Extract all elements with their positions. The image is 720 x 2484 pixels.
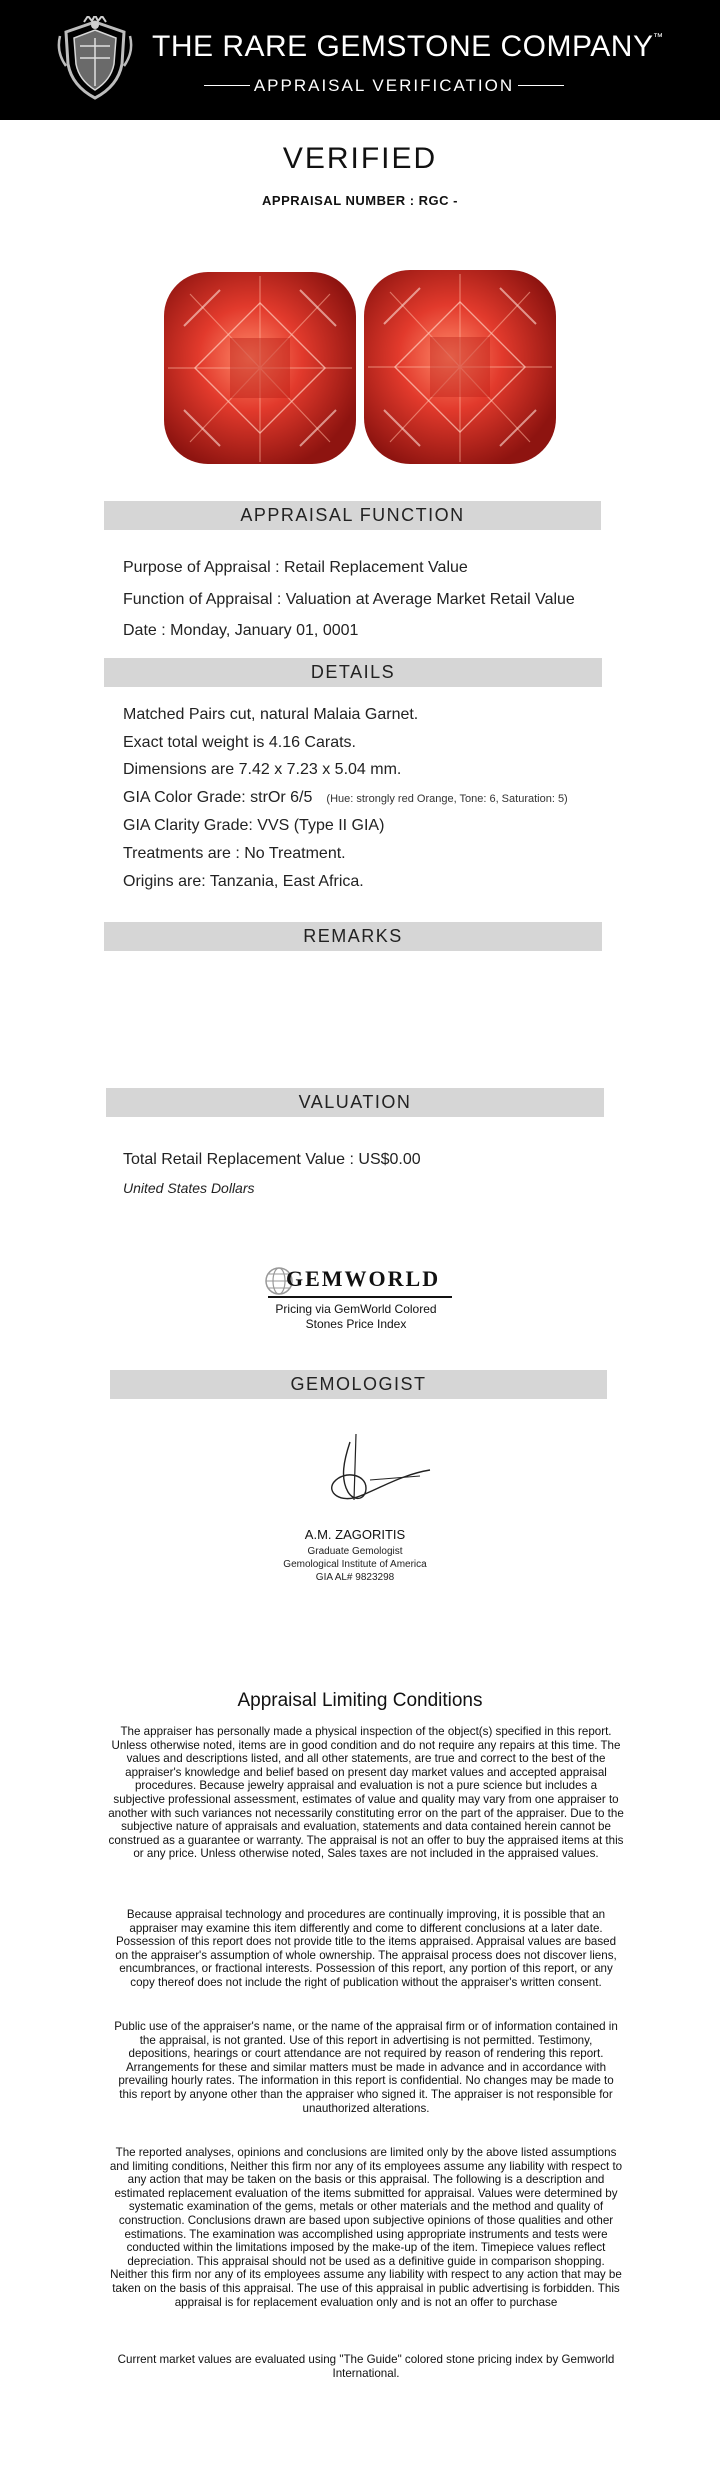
trademark-mark: ™: [653, 32, 663, 43]
header-banner: [0, 0, 720, 120]
subtitle-text: APPRAISAL VERIFICATION: [253, 76, 515, 95]
crest-logo-icon: [54, 16, 136, 102]
gemworld-caption-1: Pricing via GemWorld Colored: [275, 1302, 437, 1316]
color-grade-note: (Hue: strongly red Orange, Tone: 6, Saturation: 5): [326, 793, 568, 805]
appraisal-date: Date : Monday, January 01, 0001: [123, 622, 359, 639]
appraisal-number: APPRAISAL NUMBER : RGC -: [262, 193, 458, 208]
detail-clarity-grade: GIA Clarity Grade: VVS (Type II GIA): [123, 817, 385, 834]
gemologist-name: A.M. ZAGORITIS: [304, 1527, 406, 1542]
gemologist-signature-icon: [300, 1430, 440, 1510]
gemworld-wordmark: GEMWORLD: [286, 1266, 441, 1291]
detail-weight: Exact total weight is 4.16 Carats.: [123, 734, 356, 751]
appraisal-function-heading: APPRAISAL FUNCTION: [104, 501, 601, 530]
gemworld-logo: [262, 1262, 454, 1300]
limiting-conditions-paragraph-2: Because appraisal technology and procedures are continually improving, it is possible that an appraiser may examine this item differently and come to different conclusions at a later date. Possession of this report does not provide title to the items appraised. Appraisal values are based on the appraiser's assumption of whole ownership. The appraisal process does not discover liens, encumbrances, or fractional interests. Possession of this report, any portion of this report, or any copy thereof does not include the right of publication without the appraiser's written consent.: [115, 1908, 617, 1989]
brand-name: THE RARE GEMSTONE COMPANY: [152, 30, 654, 63]
limiting-conditions-paragraph-3: Public use of the appraiser's name, or the name of the appraisal firm or of information contained in the appraisal, is not granted. Use of this report in advertising is not permitted. Testimony, depositions, hearings or court attendance are not required by reason of rendering this report. Arrangements for these and similar matters must be made in advance and in accordance with prevailing hourly rates. The information in this report is confidential. No changes may be made to this report by anyone other than the appraiser who signed it. The appraiser is not responsible for unauthorized alterations.: [114, 2020, 618, 2115]
gemworld-underline: [268, 1296, 452, 1298]
detail-cut: Matched Pairs cut, natural Malaia Garnet.: [123, 706, 419, 723]
subtitle-rule-right: [518, 85, 564, 86]
detail-origins: Origins are: Tanzania, East Africa.: [123, 873, 364, 890]
function-of-appraisal: Function of Appraisal : Valuation at Average Market Retail Value: [123, 591, 575, 608]
currency-note: United States Dollars: [123, 1180, 255, 1196]
limiting-conditions-paragraph-4: The reported analyses, opinions and conclusions are limited only by the above listed assumptions and limiting conditions, Neither this firm nor any of its employees assume any liability with respect to any action that may be taken on the basis or this appraisal. The following is a description and estimated replacement evaluation of the items submitted for appraisal. Values were determined by systematic examination of the gems, metals or other materials and the method and quality of construction. Conclusions drawn are based upon subjective opinions of those qualities and other estimations. The examination was accomplished using appropriate instruments and tests were conducted within the limitations imposed by the make-up of the item. Timepiece values reflect depreciation. This appraisal should not be used as a definitive guide in comparison shopping. Neither this firm nor any of its employees assume any liability with respect to any action that may be taken on the basis of this appraisal. The use of this appraisal in public advertising is forbidden. This appraisal is for replacement evaluation only and is not an offer to purchase: [109, 2146, 623, 2309]
color-grade-text: GIA Color Grade: strOr 6/5: [123, 789, 313, 806]
purpose-of-appraisal: Purpose of Appraisal : Retail Replacement Value: [123, 559, 468, 576]
detail-color-grade: [123, 789, 568, 807]
remarks-heading: REMARKS: [104, 922, 602, 951]
limiting-conditions-paragraph-5: Current market values are evaluated using "The Guide" colored stone pricing index by Gemworld International.: [117, 2353, 615, 2380]
gemologist-gia-number: GIA AL# 9823298: [315, 1572, 395, 1583]
gemworld-caption-2: Stones Price Index: [305, 1317, 407, 1331]
detail-treatments: Treatments are : No Treatment.: [123, 845, 346, 862]
gemstone-pair-image: [160, 266, 560, 472]
gem-right-icon: [364, 270, 556, 464]
limiting-conditions-title: Appraisal Limiting Conditions: [237, 1690, 483, 1711]
gemologist-heading: GEMOLOGIST: [110, 1370, 607, 1399]
details-heading: DETAILS: [104, 658, 602, 687]
header-subtitle: [200, 74, 568, 98]
verified-title: VERIFIED: [282, 142, 438, 175]
total-retail-value: Total Retail Replacement Value : US$0.00: [123, 1151, 421, 1168]
limiting-conditions-paragraph-1: The appraiser has personally made a physical inspection of the object(s) specified in this report. Unless otherwise noted, items are in good condition and do not require any repairs at this time. The values and descriptions listed, and all other statements, are true and correct to the best of the appraiser's knowledge and belief based on present day market values and accepted appraisal procedures. Because jewelry appraisal and evaluation is not a pure science but includes a subjective professional assessment, estimates of value and quality may vary from one appraiser to another with such variances not necessarily constituting error on the part of the appraiser. Due to the subjective nature of appraisals and evaluation, statements and data contained herein cannot be construed as a guarantee or warranty. The appraisal is not an offer to buy the appraised items at this or any price. Unless otherwise noted, Sales taxes are not included in the appraised values.: [108, 1725, 624, 1861]
gem-left-icon: [164, 272, 356, 464]
detail-dimensions: Dimensions are 7.42 x 7.23 x 5.04 mm.: [123, 761, 402, 778]
gemologist-title: Graduate Gemologist: [307, 1546, 403, 1557]
gemologist-institute: Gemological Institute of America: [283, 1559, 427, 1570]
valuation-heading: VALUATION: [106, 1088, 604, 1117]
